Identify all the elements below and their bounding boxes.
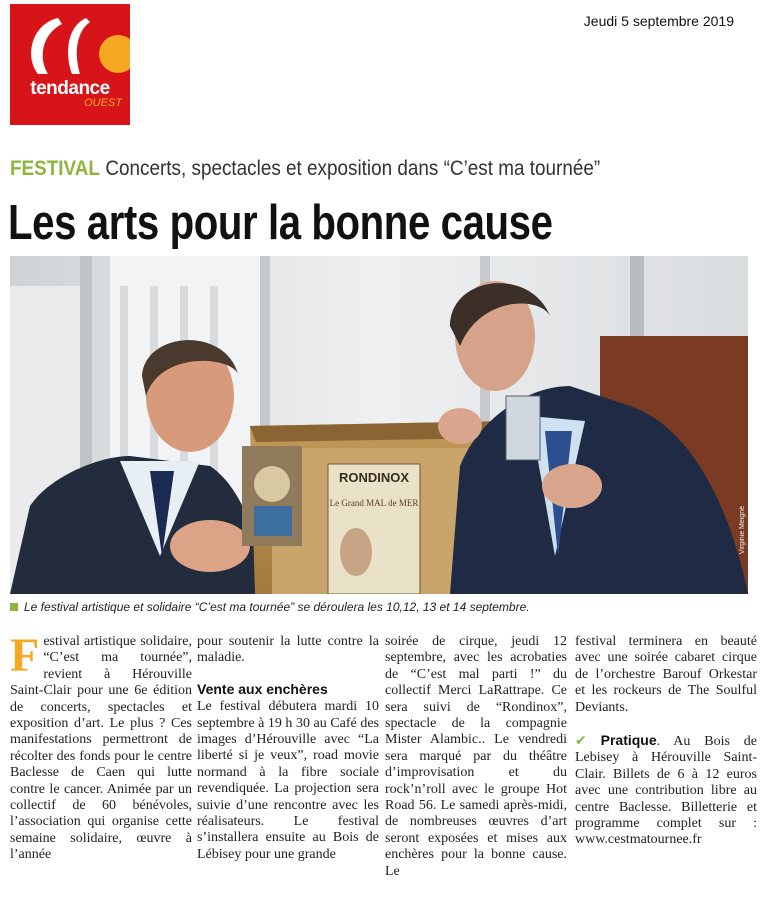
photo-caption [10,600,530,614]
headline: Les arts pour la bonne cause [8,196,553,250]
logo-name: tendance [30,78,110,99]
tendance-ouest-logo [10,4,130,125]
caption-marker-icon [10,603,18,611]
subheading: Vente aux enchères [197,680,328,697]
article-column-1 [10,629,192,864]
column-3-text: soirée de cirque, jeudi 12 septembre, avec les acrobaties de “C’est mal parti !” du collectif Merci LaRattrape. Ce sera suivi de “Rondinox”, spectacle de la compagnie Mister Alambic.. Le vendredi sera marqué par du théâtre d’improvisation et du rock’n’roll avec le groupe Hot Road 56. Le samedi après-midi, de nombreuses œuvres d’art seront exposées et mises aux enchères pour la bonne cause. Le [385,634,567,879]
check-icon: ✔ [575,733,587,750]
article-photo [10,256,748,594]
poster-title: RONDINOX [338,470,410,485]
column-1-text: estival artistique solidaire, “C’est ma tournée”, revient à Hérouville Saint-Clair pour une 6e édition de concerts, spectacles et exposition d’art. Le plus ? Ces manifestations permettront de récolter des fonds pour le centre Baclesse de Caen qui lutte contre le cancer. Animée par un collectif de 60 bénévoles, l’association qui organise cette semaine solidaire, œuvre à l’année [10,634,192,863]
article-column-4 [575,634,757,849]
article-column-3 [385,634,567,880]
poster-lines: Le Grand MAL de MER [329,498,419,508]
column-2-intro: pour soutenir la lutte contre la maladie. [197,634,379,666]
drop-cap: F [10,629,40,682]
pratique-box [575,732,757,849]
column-4-text: festival terminera en beauté avec une soirée cabaret cirque de l’orchestre Barouf Orkestar et les rockeurs de The Soulful Deviants. [575,634,757,715]
logo-subtitle: OUEST [84,97,122,109]
pratique-label: Pratique [600,732,657,749]
section-tag: FESTIVAL [10,157,100,180]
publication-date: Jeudi 5 septembre 2019 [583,13,734,29]
article-column-2 [197,634,379,863]
caption-text: Le festival artistique et solidaire “C’est ma tournée” se déroulera les 10,12, 13 et 14 septembre. [24,600,530,614]
pratique-text: . Au Bois de Lebisey à Hérouville Saint-Clair. Billets de 6 à 12 euros avec une contribution libre au centre Baclesse. Billetterie et programme complet sur : www.cestmatournee.fr [575,734,758,848]
column-2-text: Le festival débutera mardi 10 septembre à 19 h 30 au Café des images d’Hérouville avec “La liberté si je veux”, road movie normand à la fibre sociale revendiquée. La projection sera suivie d’une rencontre avec les réalisateurs. Le festival s’installera ensuite au Bois de Lébisey pour une grande [197,699,379,862]
kicker [10,157,600,181]
kicker-text: Concerts, spectacles et exposition dans “C’est ma tournée” [105,157,601,180]
photo-illustration [10,256,748,594]
photo-credit: Virginie Meigné [739,505,746,554]
